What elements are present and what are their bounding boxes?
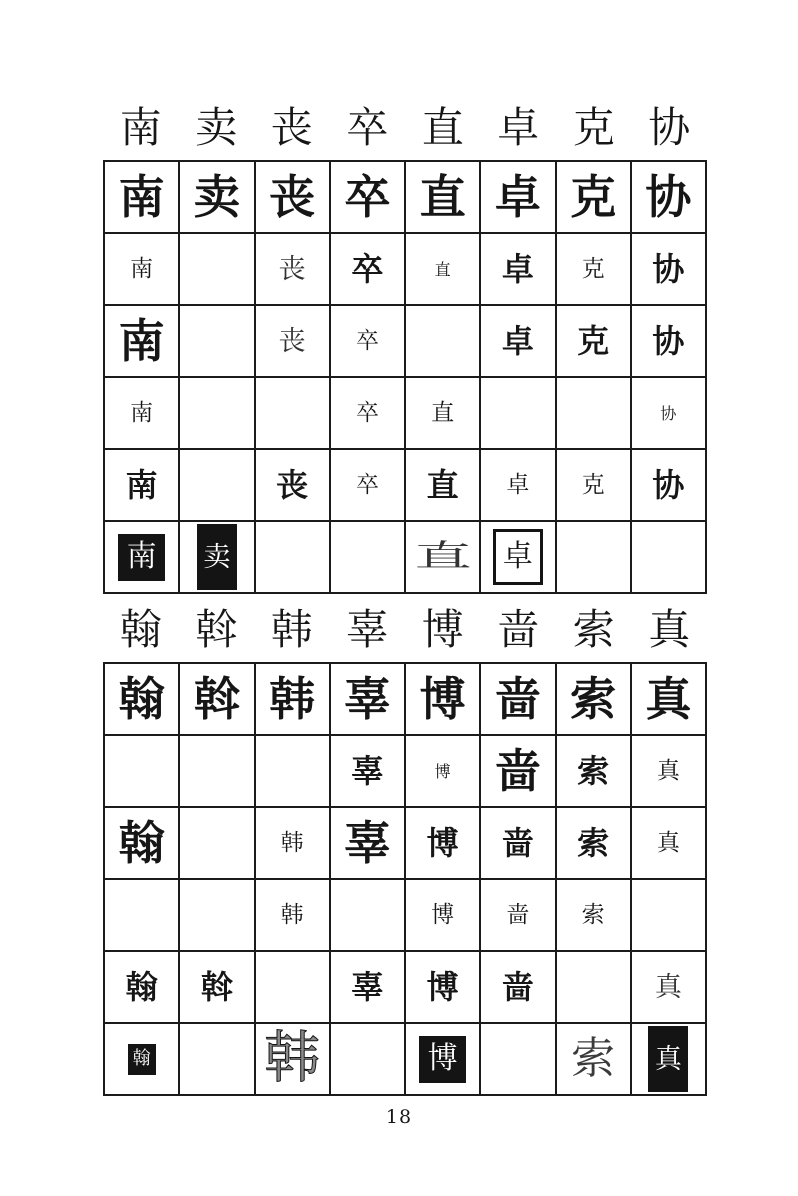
ancient-glyph: 啬	[494, 744, 541, 798]
header-row	[103, 102, 707, 154]
ancient-glyph: 真	[645, 672, 692, 726]
ancient-glyph: 博	[419, 1036, 466, 1083]
glyph-cell	[480, 305, 555, 377]
glyph-cell	[104, 161, 179, 233]
glyph-cell	[179, 377, 254, 449]
glyph-cell	[104, 735, 179, 807]
glyph-cell	[255, 807, 330, 879]
glyph-cell	[179, 1023, 254, 1095]
header-character: 卖	[195, 103, 238, 152]
glyph-cell	[631, 377, 706, 449]
ancient-glyph: 索	[570, 672, 617, 726]
ancient-glyph: 协	[645, 170, 692, 224]
header-character: 斡	[195, 605, 238, 654]
glyph-cell	[330, 305, 405, 377]
glyph-row	[104, 161, 706, 233]
ancient-glyph: 卒	[355, 327, 379, 354]
ancient-glyph: 真	[656, 757, 680, 784]
ancient-glyph: 丧	[278, 325, 306, 357]
glyph-cell	[631, 305, 706, 377]
glyph-cell	[104, 1023, 179, 1095]
glyph-row	[104, 1023, 706, 1095]
table-section-bottom	[103, 604, 707, 1096]
glyph-row	[104, 807, 706, 879]
glyph-cell	[255, 233, 330, 305]
header-character: 翰	[119, 605, 162, 654]
glyph-cell	[556, 951, 631, 1023]
glyph-cell	[255, 879, 330, 951]
ancient-glyph: 辜	[351, 752, 384, 790]
glyph-cell	[405, 377, 480, 449]
glyph-cell	[556, 879, 631, 951]
ancient-glyph: 博	[426, 824, 459, 862]
header-character: 直	[421, 103, 464, 152]
ancient-glyph: 啬	[494, 672, 541, 726]
header-character: 卒	[346, 103, 389, 152]
glyph-cell	[556, 161, 631, 233]
ancient-glyph: 克	[570, 170, 617, 224]
ancient-glyph: 索	[577, 824, 610, 862]
glyph-cell	[405, 951, 480, 1023]
glyph-cell	[631, 1023, 706, 1095]
ancient-glyph: 协	[660, 403, 677, 423]
glyph-cell	[104, 951, 179, 1023]
glyph-row	[104, 879, 706, 951]
ancient-glyph: 丧	[276, 466, 309, 504]
ancient-glyph: 啬	[501, 824, 534, 862]
header-character: 真	[648, 605, 691, 654]
glyph-cell	[480, 1023, 555, 1095]
glyph-cell	[330, 951, 405, 1023]
glyph-cell	[631, 521, 706, 593]
header-character: 协	[648, 103, 691, 152]
glyph-cell	[179, 663, 254, 735]
ancient-glyph: 直	[431, 399, 455, 426]
ancient-glyph: 直	[426, 466, 459, 504]
ancient-glyph: 协	[652, 466, 685, 504]
glyph-cell	[556, 305, 631, 377]
ancient-glyph: 南	[118, 534, 165, 581]
ancient-glyph: 辜	[351, 968, 384, 1006]
ancient-glyph: 真	[656, 829, 680, 856]
ancient-glyph: 卒	[344, 170, 391, 224]
ancient-glyph: 翰	[125, 968, 158, 1006]
ancient-glyph: 卓	[506, 471, 530, 498]
glyph-cell	[480, 377, 555, 449]
glyph-cell	[631, 735, 706, 807]
glyph-row	[104, 305, 706, 377]
ancient-glyph: 辜	[344, 672, 391, 726]
ancient-glyph: 索	[581, 901, 605, 928]
glyph-cell	[405, 735, 480, 807]
header-character: 韩	[270, 605, 313, 654]
glyph-cell	[255, 161, 330, 233]
glyph-cell	[480, 807, 555, 879]
glyph-cell	[255, 377, 330, 449]
glyph-row	[104, 663, 706, 735]
glyph-cell	[556, 735, 631, 807]
glyph-cell	[405, 879, 480, 951]
glyph-cell	[631, 663, 706, 735]
glyph-cell	[179, 233, 254, 305]
ancient-glyph: 卓	[501, 322, 534, 360]
ancient-glyph: 韩	[264, 1026, 321, 1091]
glyph-cell	[330, 161, 405, 233]
ancient-glyph: 协	[652, 250, 685, 288]
glyph-cell	[104, 305, 179, 377]
glyph-cell	[405, 161, 480, 233]
glyph-cell	[480, 449, 555, 521]
glyph-cell	[556, 233, 631, 305]
ancient-glyph: 翰	[118, 672, 165, 726]
glyph-cell	[480, 663, 555, 735]
glyph-cell	[104, 879, 179, 951]
ancient-glyph: 南	[130, 255, 154, 282]
glyph-cell	[104, 449, 179, 521]
ancient-glyph: 斡	[200, 968, 233, 1006]
ancient-glyph: 博	[426, 968, 459, 1006]
glyph-cell	[179, 735, 254, 807]
ancient-glyph: 索	[577, 752, 610, 790]
glyph-row	[104, 233, 706, 305]
glyph-cell	[556, 663, 631, 735]
glyph-cell	[330, 807, 405, 879]
ancient-glyph: 卓	[494, 170, 541, 224]
glyph-cell	[556, 377, 631, 449]
glyph-cell	[405, 1023, 480, 1095]
glyph-cell	[179, 879, 254, 951]
glyph-cell	[405, 663, 480, 735]
header-character: 丧	[270, 103, 313, 152]
ancient-glyph: 卓	[501, 250, 534, 288]
glyph-cell	[330, 233, 405, 305]
glyph-cell	[330, 879, 405, 951]
glyph-cell	[255, 951, 330, 1023]
header-character: 辜	[346, 605, 389, 654]
glyph-cell	[480, 735, 555, 807]
glyph-cell	[330, 1023, 405, 1095]
ancient-glyph: 直	[419, 170, 466, 224]
glyph-row	[104, 449, 706, 521]
glyph-cell	[480, 879, 555, 951]
glyph-cell	[255, 1023, 330, 1095]
ancient-glyph: 直	[414, 539, 472, 574]
glyph-cell	[104, 663, 179, 735]
glyph-cell	[255, 449, 330, 521]
ancient-glyph: 卓	[493, 529, 543, 585]
glyph-cell	[556, 449, 631, 521]
ancient-glyph: 卖	[197, 524, 237, 590]
glyph-cell	[179, 161, 254, 233]
glyph-cell	[631, 161, 706, 233]
glyph-cell	[556, 807, 631, 879]
glyph-cell	[104, 807, 179, 879]
glyph-cell	[480, 161, 555, 233]
glyph-cell	[179, 449, 254, 521]
header-character: 啬	[497, 605, 540, 654]
ancient-glyph: 克	[577, 322, 610, 360]
ancient-glyph: 卒	[355, 399, 379, 426]
glyph-cell	[179, 807, 254, 879]
header-character: 索	[572, 605, 615, 654]
glyph-cell	[631, 233, 706, 305]
glyph-cell	[480, 233, 555, 305]
ancient-glyph: 翰	[118, 816, 165, 870]
ancient-glyph: 辜	[344, 816, 391, 870]
header-character: 卓	[497, 103, 540, 152]
header-row	[103, 604, 707, 656]
ancient-glyph: 南	[118, 170, 165, 224]
header-character: 南	[119, 103, 162, 152]
ancient-glyph: 南	[130, 399, 154, 426]
glyph-cell	[631, 807, 706, 879]
glyph-cell	[556, 1023, 631, 1095]
glyph-cell	[631, 951, 706, 1023]
ancient-glyph: 南	[125, 466, 158, 504]
glyph-cell	[480, 521, 555, 593]
glyph-cell	[255, 735, 330, 807]
glyph-cell	[405, 807, 480, 879]
ancient-glyph: 丧	[269, 170, 316, 224]
ancient-glyph: 协	[652, 322, 685, 360]
ancient-glyph: 韩	[280, 829, 304, 856]
ancient-glyph: 克	[581, 255, 605, 282]
ancient-glyph: 啬	[501, 968, 534, 1006]
glyph-row	[104, 951, 706, 1023]
glyph-cell	[405, 449, 480, 521]
page-number: 18	[385, 1106, 413, 1128]
glyph-cell	[330, 735, 405, 807]
glyph-cell	[104, 233, 179, 305]
table-section-top	[103, 102, 707, 594]
glyph-cell	[179, 951, 254, 1023]
glyph-cell	[104, 377, 179, 449]
glyph-grid	[103, 662, 707, 1096]
ancient-glyph: 韩	[269, 672, 316, 726]
glyph-cell	[405, 305, 480, 377]
ancient-glyph: 啬	[506, 901, 530, 928]
glyph-cell	[255, 521, 330, 593]
ancient-glyph: 博	[431, 901, 455, 928]
ancient-glyph: 卒	[351, 250, 384, 288]
glyph-cell	[330, 449, 405, 521]
glyph-cell	[255, 305, 330, 377]
glyph-cell	[179, 305, 254, 377]
ancient-glyph: 卖	[193, 170, 240, 224]
glyph-cell	[179, 521, 254, 593]
ancient-glyph: 索	[571, 1033, 616, 1084]
glyph-row	[104, 521, 706, 593]
glyph-cell	[255, 663, 330, 735]
ancient-glyph: 真	[648, 1026, 688, 1092]
glyph-row	[104, 377, 706, 449]
ancient-glyph: 斡	[193, 672, 240, 726]
ancient-glyph: 韩	[280, 901, 304, 928]
glyph-cell	[330, 377, 405, 449]
ancient-glyph: 卒	[355, 471, 379, 498]
header-character: 博	[421, 605, 464, 654]
header-character: 克	[572, 103, 615, 152]
ancient-glyph: 南	[118, 314, 165, 368]
glyph-grid	[103, 160, 707, 594]
glyph-cell	[631, 449, 706, 521]
ancient-glyph: 博	[419, 672, 466, 726]
ancient-glyph: 丧	[278, 253, 306, 285]
ancient-glyph: 克	[581, 471, 605, 498]
ancient-glyph: 真	[654, 971, 682, 1003]
glyph-cell	[405, 233, 480, 305]
glyph-cell	[330, 663, 405, 735]
glyph-cell	[480, 951, 555, 1023]
ancient-glyph: 翰	[128, 1044, 156, 1075]
ancient-glyph: 直	[434, 259, 451, 279]
ancient-glyph: 博	[434, 761, 451, 781]
glyph-cell	[104, 521, 179, 593]
glyph-cell	[631, 879, 706, 951]
glyph-cell	[330, 521, 405, 593]
glyph-cell	[556, 521, 631, 593]
glyph-row	[104, 735, 706, 807]
glyph-cell	[405, 521, 480, 593]
